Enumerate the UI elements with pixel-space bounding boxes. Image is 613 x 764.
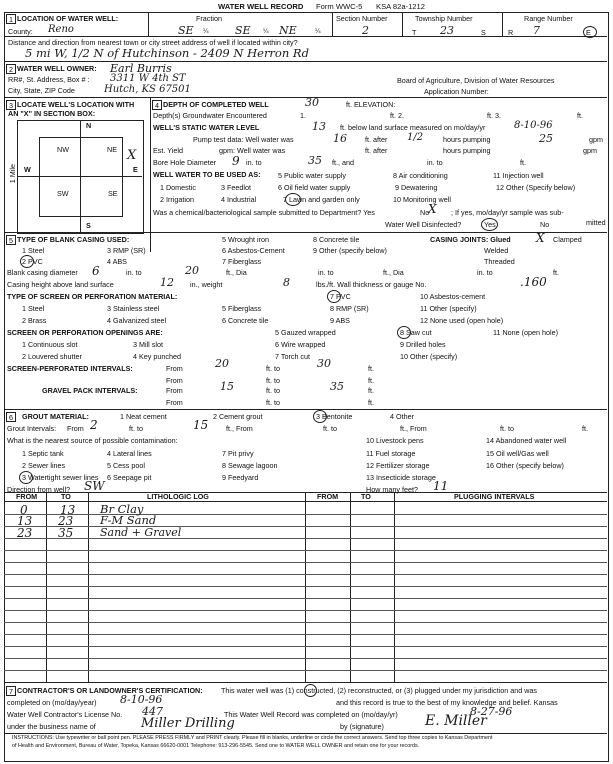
- grout-to: 15: [193, 418, 209, 432]
- casing-heading: TYPE OF BLANK CASING USED:: [17, 235, 130, 244]
- casing-diameter-to: 20: [185, 264, 199, 277]
- static-date: 8-10-96: [514, 120, 553, 131]
- perforated-to: 30: [317, 357, 331, 370]
- nw-label: NW: [57, 145, 69, 154]
- completed-label: completed on (mo/day/year): [7, 698, 97, 707]
- fraction-3: NE: [279, 24, 297, 37]
- log-to-header: TO: [61, 492, 71, 501]
- casing-weight: 8: [283, 276, 290, 289]
- location-heading: LOCATION OF WATER WELL:: [17, 14, 119, 23]
- license-number: 447: [142, 705, 163, 718]
- depth-label: DEPTH OF COMPLETED WELL: [163, 100, 269, 109]
- bore-to: 35: [308, 154, 322, 167]
- chem-label: Was a chemical/bacteriological sample submitted to Department? Yes: [153, 208, 375, 217]
- casing-diameter: 6: [92, 264, 100, 278]
- water-well-record-form: WATER WELL RECORD Form WWC-5 KSA 82a-1212 1 LOCATION OF WATER WELL: County: Reno Fraction SE ¼ SE ¼ NE ¼ Section Number 2 Township Number T 23 S Range Number R 7 E Distance and direction from nearest town or city street address of well if located within city? 5 mi W, 1/2 N of Hutchinson - 2409 N Herron Rd 2 WATER WELL OWNER: RR#, St. Address, Box # : City, State, ZIP Code Earl Burris 3311 W 4th ST Hutch, KS 67501 Board of Agriculture, Division of Water Resources Application Number: 3 LOCATE WELL'S LOCATION WITH AN "X" IN SECTION BOX: N S W E NW NE SW SE X 1 Mile 4 DEPTH OF COMPLETED WELL 30 ft. ELEVATION: Depth(s) Groundwater Encountered 1. ft. 2. ft. 3. ft. WELL'S STATIC WATER LEVEL 13 ft. below land surface measured on mo/day/yr 8-10-96 Pump test data: Well water was 16 ft. after 1/2 hours pumping 25 gpm Est. Yield gpm: Well water was ft. after hours pumping gpm Bore Hole Diameter 9 in. to 35 ft., and in. to ft. WELL WATER TO BE USED AS: 1 Domestic 3 Feedlot 5 Public water supply 8 Air conditioning 11 Injection well 2 Irrigation 4 Industrial 7 Lawn and garden only 9 Dewatering 12 Other (Specify below) 6 Oil field water supply 10 Monitoring well Was a chemical/bacteriological sample submitted to Department? Yes No X ; If yes, mo/day/yr sample was sub- mitted Water Well Disinfected? Yes No 5 TYPE OF BLANK CASING USED: 1 Steel 3 RMP (SR) 5 Wrought iron 8 Concrete tile 2 PVC 4 ABS 6 Asbestos-Cement 9 Other (specify below) 7 Fiberglass CASING JOINTS: Glued X Clamped Welded Threaded Blank casing diameter 6 in. to 20 ft., Dia in. to ft., Dia in. to ft. Casing height above land surface 12 in., weight 8 lbs./ft. Wall thickness or gauge No. .160 TYPE OF SCREEN OR PERFORATION MATERIAL: 1 Steel 3 Stainless steel 5 Fiberglass 7 PVC 10 Asbestos-cement 2 Brass 4 Galvanized steel 6 Concrete tile 8 RMP (SR) 11 Other (specify) 9 ABS 12 None used (open hole) SCREEN OR PERFORATION OPENINGS ARE: 5 Gauzed wrapped 8 Saw cut 11 None (open hole) 1 Continuous slot 3 Mill slot 6 Wire wrapped 9 Drilled holes 2 Louvered shutter 4 Key punched 7 Torch cut 10 Other (specify) SCREEN-PERFORATED INTERVALS: From 20 ft. to 30 ft. From ft. to ft. GRAVEL PACK INTERVALS: From 15 ft. to 35 ft. From ft. to ft. 6 GROUT MATERIAL: 1 Neat cement 2 Cement grout 3 Bentonite 4 Other Grout Intervals: From 2 ft. to 15 ft., From ft. to ft., From ft. to ft. What is the nearest source of possible contamination: 1 Septic tank 4 Lateral lines 7 Pit privy 10 Livestock pens 14 Abandoned water well 2 Sewer lines 5 Cess pool 8 Sewage lagoon 11 Fuel storage 15 Oil well/Gas well 3 Watertight sewer lines 6 Seepage pit 9 Feedyard 12 Fertilizer storage 16 Other (specify below) 13 Insecticide storage Direction from well? SW How many feet? 11 FROM TO LITHOLOGIC LOG FROM TO PLUGGING INTERVALS 0 13 Br Clay 13 23 F-M Sand 23 35 Sand + Gravel 7 CONTRACTOR'S OR LANDOWNER'S CERTIFICATION: This water well was (1) constructed, (2) reconstructed, or (3) plugged under my jurisdiction and was completed on (mo/day/year) 8-10-96 and this record is true to the best of my knowledge and belief. Kansas Water Well Contractor's License No. 447 This Water Well Record was completed on (mo/day/yr) 8-27-96 under the business name of Miller Drilling by (signature) E. Miller INSTRUCTIONS: Use typewriter or ball point pen. PLEASE PRESS FIRMLY and PRINT clearly. Please fill in blanks, underline or circle the correct answers. Send top three copies to Kansas Department of Health and Environment, Bureau of Water, Topeka, Kansas 66620-0001 Telephone: 913-296-5545. Send one to WATER WELL OWNER and retain one for your records.: [0, 0, 613, 764]
- log-plugging-header: PLUGGING INTERVALS: [454, 492, 535, 501]
- signature: E. Miller: [425, 713, 487, 729]
- gravel-from: 15: [220, 380, 234, 393]
- yield-label: Est. Yield: [153, 146, 183, 155]
- section-label: Section Number: [336, 14, 388, 23]
- section-number-4: 4: [152, 100, 162, 110]
- grout-heading: GROUT MATERIAL:: [22, 412, 89, 421]
- section-number-2: 2: [6, 64, 16, 74]
- casing-height: 12: [160, 276, 174, 289]
- casing-pvc-circle: [20, 255, 34, 268]
- depth-value: 30: [305, 96, 319, 109]
- record-date: 8-27-96: [470, 705, 513, 718]
- gravel-label: GRAVEL PACK INTERVALS:: [42, 386, 138, 395]
- ksa-number: KSA 82a-1212: [376, 2, 425, 11]
- section-number-6: 6: [6, 412, 16, 422]
- glued-mark: X: [536, 231, 545, 245]
- watertight-sewer-circle: [19, 471, 33, 484]
- contamination-label: What is the nearest source of possible contamination:: [7, 436, 178, 445]
- record-label: This Water Well Record was completed on (mo/day/yr): [224, 710, 398, 719]
- use-lawn-circle: [285, 193, 301, 206]
- perforated-label: SCREEN-PERFORATED INTERVALS:: [7, 364, 133, 373]
- static-level-value: 13: [312, 120, 326, 133]
- ne-label: NE: [107, 145, 117, 154]
- disinfected-label: Water Well Disinfected?: [385, 220, 462, 229]
- locate-heading-2: AN "X" IN SECTION BOX:: [8, 109, 96, 118]
- owner-name: Earl Burris: [110, 62, 172, 75]
- bore-value: 9: [232, 154, 240, 168]
- chem-mark: X: [428, 202, 437, 216]
- log-litho-header: LITHOLOGIC LOG: [147, 492, 209, 501]
- owner-address: 3311 W 4th ST: [110, 73, 186, 84]
- form-number: Form WWC-5: [316, 2, 363, 11]
- fraction-label: Fraction: [196, 14, 222, 23]
- fraction-1: SE: [178, 24, 194, 37]
- grout-from: 2: [90, 418, 98, 432]
- sw-label: SW: [57, 189, 69, 198]
- bore-label: Bore Hole Diameter: [153, 158, 217, 167]
- range-value: 7: [533, 24, 540, 37]
- business-label: under the business name of: [7, 722, 96, 731]
- completed-date: 8-10-96: [120, 693, 163, 706]
- north-label: N: [86, 121, 92, 130]
- application-label: Application Number:: [424, 87, 489, 96]
- township-label: Township Number: [415, 14, 473, 23]
- bentonite-circle: [313, 410, 327, 423]
- saw-cut-circle: [397, 326, 411, 339]
- how-many-value: 11: [433, 479, 449, 493]
- section-number-1: 1: [6, 14, 16, 24]
- grout-intervals-label: Grout Intervals:: [7, 424, 57, 433]
- casing-height-label: Casing height above land surface: [7, 280, 114, 289]
- mile-label: 1 Mile: [7, 164, 17, 184]
- pump-test-label: Pump test data: Well water was: [193, 135, 294, 144]
- section-value: 2: [362, 24, 369, 37]
- owner-city: Hutch, KS 67501: [104, 84, 191, 95]
- business-name: Miller Drilling: [141, 716, 235, 731]
- instructions-2: of Health and Environment, Bureau of Water, Topeka, Kansas 66620-0001 Telephone: 913-296-5545. Send one to WATER WELL OWNER and retain one for your records.: [12, 743, 420, 749]
- screen-heading: TYPE OF SCREEN OR PERFORATION MATERIAL:: [7, 292, 178, 301]
- section-number-7: 7: [6, 686, 16, 696]
- county-value: Reno: [48, 24, 74, 35]
- se-label: SE: [108, 189, 118, 198]
- signature-label: by (signature): [340, 722, 384, 731]
- east-label: E: [133, 165, 138, 174]
- openings-heading: SCREEN OR PERFORATION OPENINGS ARE:: [7, 328, 163, 337]
- cert-heading: CONTRACTOR'S OR LANDOWNER'S CERTIFICATION:: [17, 686, 203, 695]
- section-number-3: 3: [6, 100, 16, 110]
- fraction-2: SE: [235, 24, 251, 37]
- location-mark: X: [127, 148, 137, 163]
- form-title: WATER WELL RECORD: [218, 2, 304, 11]
- disinfected-yes-circle: [481, 218, 498, 231]
- west-label: W: [24, 165, 31, 174]
- section-number-5: 5: [6, 235, 16, 245]
- direction-value: SW: [84, 479, 105, 493]
- south-label: S: [86, 221, 91, 230]
- locate-heading: LOCATE WELL'S LOCATION WITH: [17, 100, 135, 109]
- township-value: 23: [440, 24, 454, 37]
- log-to2-header: TO: [361, 492, 371, 501]
- use-heading: WELL WATER TO BE USED AS:: [153, 170, 261, 179]
- casing-diameter-label: Blank casing diameter: [7, 268, 78, 277]
- log-from2-header: FROM: [317, 492, 339, 501]
- groundwater-label: Depth(s) Groundwater Encountered: [153, 111, 267, 120]
- gravel-to: 35: [330, 380, 344, 393]
- owner-heading: WATER WELL OWNER:: [17, 64, 97, 73]
- pump-hours: 1/2: [407, 132, 424, 143]
- perforated-from: 20: [215, 357, 229, 370]
- casing-joints-label: CASING JOINTS: Glued: [430, 235, 511, 244]
- license-label: Water Well Contractor's License No.: [7, 710, 123, 719]
- county-label: County:: [8, 27, 33, 36]
- constructed-circle: [304, 684, 317, 697]
- board-label: Board of Agriculture, Division of Water Resources: [397, 76, 555, 85]
- instructions-1: INSTRUCTIONS: Use typewriter or ball point pen. PLEASE PRESS FIRMLY and PRINT clearly. Please fill in blanks, underline or circle the correct answers. Send top three copies to Kansas Department: [12, 735, 493, 741]
- city-label: City, State, ZIP Code: [8, 86, 75, 95]
- direction-label: Direction from well?: [7, 485, 71, 494]
- screen-pvc-circle: [327, 290, 341, 303]
- how-many-label: How many feet?: [366, 485, 418, 494]
- pump-ft: 16: [333, 132, 347, 145]
- log-from-header: FROM: [16, 492, 38, 501]
- static-level-label: WELL'S STATIC WATER LEVEL: [153, 123, 260, 132]
- rr-label: RR#, St. Address, Box # :: [8, 75, 90, 84]
- casing-gauge: .160: [520, 275, 547, 289]
- distance-label: Distance and direction from nearest town or city street address of well if located within city?: [8, 38, 298, 47]
- pump-gpm: 25: [539, 132, 553, 145]
- distance-value: 5 mi W, 1/2 N of Hutchinson - 2409 N Herron Rd: [25, 46, 309, 60]
- range-label: Range Number: [524, 14, 573, 23]
- cert-line1: This water well was (1) constructed, (2) reconstructed, or (3) plugged under my jurisdiction and was: [221, 686, 537, 695]
